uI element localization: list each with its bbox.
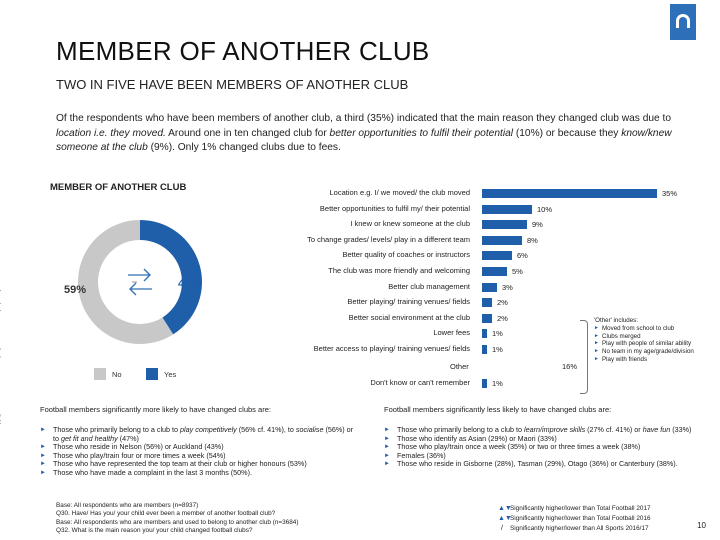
bar-value-label: 35%	[662, 189, 678, 198]
nielsen-logo	[670, 4, 696, 40]
more-likely-item: ► Those who play/train four or more times a week (54%)	[40, 452, 358, 461]
donut-pct-no: 59%	[64, 284, 87, 296]
less-likely-heading: Football members significantly less likely to have changed clubs are:	[384, 405, 612, 414]
less-likely-item: ► Those who primarily belong to a club to learn/improve skills (27% cf. 41%) or have fun (33%)	[384, 426, 710, 435]
intro-text: (10%) or because they	[513, 127, 622, 139]
bar-value-label: 1%	[492, 345, 503, 354]
bar	[482, 329, 487, 338]
bar	[482, 379, 487, 388]
other-note-heading: 'Other' includes:	[594, 317, 638, 324]
bar-value-label: 9%	[532, 220, 543, 230]
significance-key	[498, 504, 651, 534]
bar-value-label: 2%	[497, 298, 508, 308]
intro-emphasis: location i.e. they moved.	[56, 127, 166, 139]
donut-title: MEMBER OF ANOTHER CLUB	[50, 182, 187, 193]
bar-label: Don't know or can't remember	[370, 378, 470, 387]
bar	[482, 205, 532, 214]
less-likely-item: ► Those who identify as Asian (29%) or Maori (33%)	[384, 435, 710, 444]
less-likely-section	[384, 405, 710, 469]
bar	[482, 298, 492, 307]
legend-swatch-yes	[146, 368, 158, 380]
intro-emphasis: better opportunities to fulfil their potential	[329, 127, 514, 139]
more-likely-heading: Football members significantly more likely to have changed clubs are:	[40, 405, 271, 414]
bar-label: To change grades/ levels/ play in a different team	[307, 234, 470, 244]
key-text: Significantly higher/lower than All Sports 2016/17	[510, 525, 649, 532]
intro-paragraph	[56, 112, 696, 156]
legend-no	[94, 368, 122, 380]
intro-text: (9%). Only 1% changed clubs due to fees.	[147, 142, 341, 153]
key-text: Significantly higher/lower than Total Football 2016	[510, 515, 651, 522]
other-bracket	[580, 320, 588, 394]
other-note-item: ► Play with people of similar ability	[594, 340, 718, 348]
bar-label: I knew or knew someone at the club	[350, 219, 470, 229]
legend-yes	[146, 368, 176, 380]
other-includes-note	[594, 317, 718, 364]
more-likely-section	[40, 405, 358, 478]
page-subtitle: TWO IN FIVE HAVE BEEN MEMBERS OF ANOTHER CLUB	[56, 77, 409, 92]
less-likely-item: ► Those who play/train once a week (35%) or two or three times a week (38%)	[384, 443, 710, 452]
bar-value-label: 10%	[537, 204, 553, 214]
bar-value-label: 8%	[527, 235, 538, 245]
bar	[482, 251, 512, 260]
base-note-line: Q32. What is the main reason you/ your child changed football clubs?	[56, 526, 253, 534]
bar	[482, 220, 527, 229]
bar-value-label: 1%	[492, 379, 503, 388]
bar-label: Better social environment at the club	[348, 312, 470, 322]
other-value: 16%	[562, 362, 578, 371]
key-mark: /	[501, 525, 503, 532]
more-likely-item: ► Those who have made a complaint in the last 3 months (50%).	[40, 469, 358, 478]
other-note-item: ► Play with friends	[594, 356, 718, 364]
bar-value-label: 5%	[512, 267, 523, 276]
intro-text: Around one in ten changed club for	[165, 127, 330, 139]
base-note-line: Q30. Have/ Has you/ your child ever been a member of another football club?	[56, 510, 276, 518]
key-row	[498, 504, 651, 514]
bar-label: Better playing/ training venues/ fields	[347, 297, 470, 307]
swap-arrows-icon	[128, 269, 152, 295]
other-note-item: ► Moved from school to club	[594, 325, 718, 333]
copyright-side-text	[0, 230, 1, 430]
key-mark: ▲▼	[498, 515, 512, 522]
bar	[482, 314, 492, 323]
bar-label: Better access to playing/ training venues/ fields	[313, 344, 470, 353]
other-label: Other	[450, 362, 469, 371]
key-row	[498, 514, 651, 524]
bar	[482, 283, 497, 292]
bar-label: Better club management	[388, 281, 470, 291]
legend-no-label: No	[112, 369, 122, 379]
other-note-item: ► Clubs merged	[594, 333, 718, 341]
bar-label: Location e.g. I/ we moved/ the club moved	[329, 188, 470, 197]
other-note-item: ► No team in my age/grade/division	[594, 348, 718, 356]
bar	[482, 236, 522, 245]
bar-value-label: 6%	[517, 251, 528, 261]
key-text: Significantly higher/lower than Total Football 2017	[510, 505, 651, 512]
bar-value-label: 2%	[497, 313, 508, 323]
base-note-line: Base: All respondents who are members and used to belong to another club (n=3684)	[56, 518, 299, 526]
page-title: MEMBER OF ANOTHER CLUB	[56, 36, 430, 66]
more-likely-item: ► Those who have represented the top team at their club or higher honours (53%)	[40, 460, 358, 469]
bar	[482, 267, 507, 276]
intro-emphasis: know/knew someone at the club	[56, 127, 672, 153]
less-likely-item: ► Those who reside in Gisborne (28%), Tasman (29%), Otago (36%) or Canterbury (38%).	[384, 460, 710, 469]
bar-label: Lower fees	[433, 328, 470, 338]
bar-value-label: 1%	[492, 329, 503, 339]
member-donut-chart	[50, 182, 230, 392]
bar	[482, 189, 657, 198]
base-notes	[56, 502, 298, 535]
donut-pct-yes: 41%	[178, 278, 201, 290]
less-likely-item: ► Females (36%)	[384, 452, 710, 461]
legend-yes-label: Yes	[164, 369, 177, 379]
logo-mark-icon	[676, 14, 690, 28]
base-note-line: Base: All respondents who are members (n=8937)	[56, 502, 199, 509]
bar-label: The club was more friendly and welcoming	[328, 266, 470, 275]
intro-text: Of the respondents who have been members of another club, a third (35%) indicated that the main reason they changed club was due to	[56, 113, 672, 124]
bar	[482, 345, 487, 354]
bar-value-label: 3%	[502, 282, 513, 292]
legend-swatch-no	[94, 368, 106, 380]
key-row	[498, 524, 651, 534]
more-likely-item: ► Those who reside in Nelson (56%) or Auckland (43%)	[40, 443, 358, 452]
bar-label: Better opportunities to fulfil my/ their potential	[319, 203, 470, 213]
key-mark: ▲▼	[498, 505, 512, 512]
more-likely-item: ► Those who primarily belong to a club to play competitively (56% cf. 41%), to socialise (56%) or to get fit and healthy (47%)	[40, 426, 358, 443]
page-number: 10	[697, 521, 706, 530]
bar-label: Better quality of coaches or instructors	[342, 250, 470, 260]
